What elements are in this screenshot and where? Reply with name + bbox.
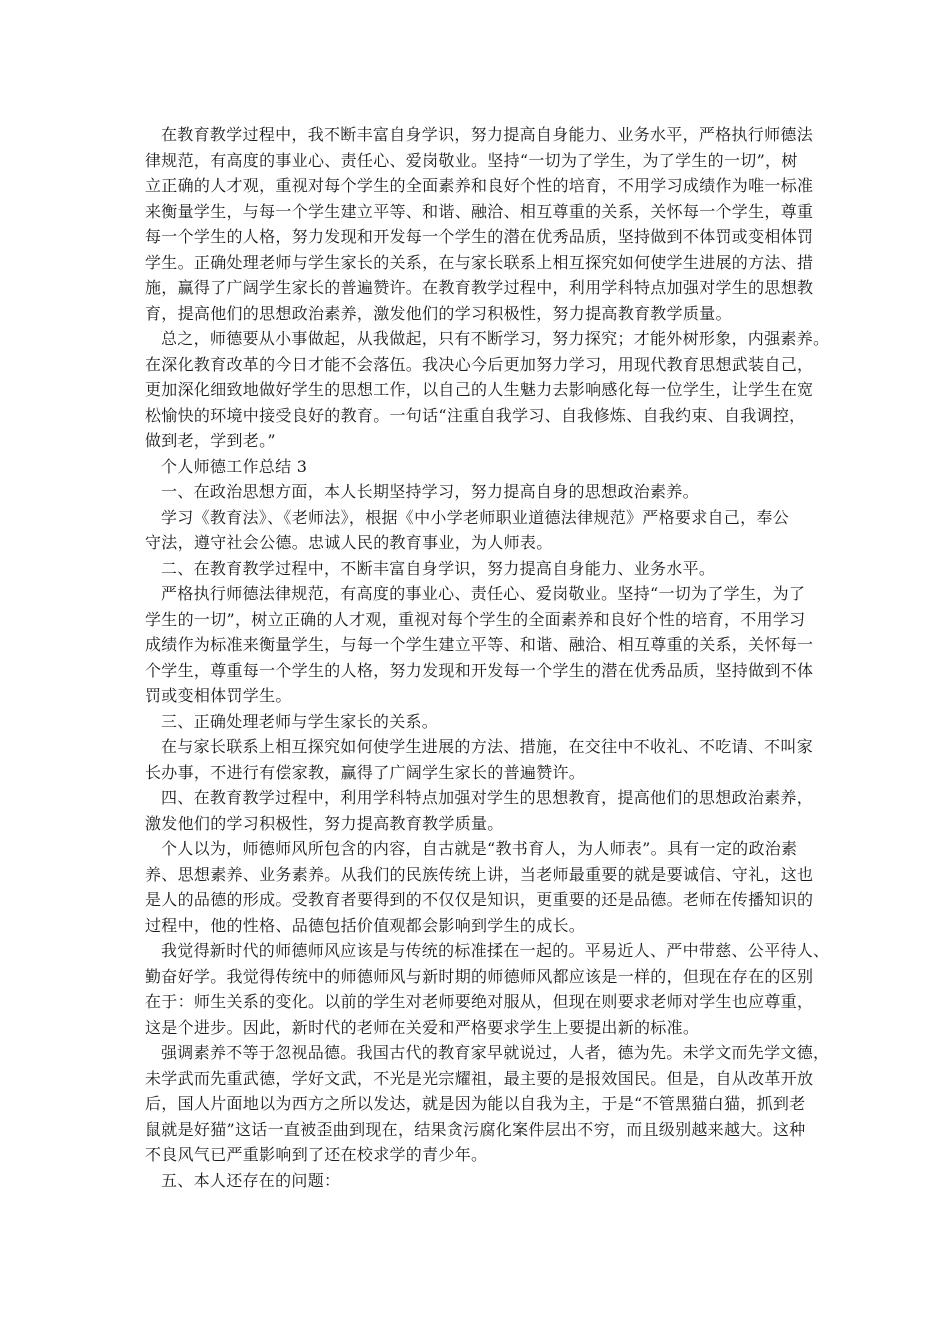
text-line: 学生的一切”，树立正确的人才观，重视对每个学生的全面素养和良好个性的培育，不用学习 xyxy=(145,609,806,629)
text-line: 做到老，学到老。” xyxy=(145,431,276,450)
text-line: 在与家长联系上相互探究如何使学生进展的方法、措施，在交往中不收礼、不吃请、不叫家 xyxy=(161,737,814,756)
text-line: 四、在教育教学过程中，利用学科特点加强对学生的思想教育，提高他们的思想政治素养， xyxy=(161,788,814,807)
text-line: 过程中，他的性格、品德包括价值观都会影响到学生的成长。 xyxy=(145,915,586,935)
text-line: 律规范，有高度的事业心、责任心、爱岗敬业。坚持“一切为了学生，为了学生的一切”，树 xyxy=(145,150,798,170)
text-line: 在深化教育改革的今日才能不会落伍。我决心今后更加努力学习，用现代教育思想武装自己， xyxy=(145,354,814,374)
text-line: 个人师德工作总结 3 xyxy=(161,456,308,476)
text-line: 在教育教学过程中，我不断丰富自身学识，努力提高自身能力、业务水平，严格执行师德法 xyxy=(161,125,814,144)
text-line: 勤奋好学。我觉得传统中的师德师风与新时期的师德师风都应该是一样的，但现在存在的区别 xyxy=(145,966,814,986)
text-line: 个学生，尊重每一个学生的人格，努力发现和开发每一个学生的潜在优秀品质，坚持做到不体 xyxy=(145,660,814,680)
text-line: 严格执行师德法律规范，有高度的事业心、责任心、爱岗敬业。坚持“一切为了学生，为了 xyxy=(161,584,806,603)
text-line: 养、思想素养、业务素养。从我们的民族传统上讲，当老师最重要的就是要诚信、守礼，这也 xyxy=(145,864,814,884)
text-line: 来衡量学生，与每一个学生建立平等、和谐、融洽、相互尊重的关系，关怀每一个学生，尊重 xyxy=(145,201,814,221)
text-line: 这是个进步。因此，新时代的老师在关爱和严格要求学生上要提出新的标准。 xyxy=(145,1017,700,1037)
text-line: 成绩作为标准来衡量学生，与每一个学生建立平等、和谐、融洽、相互尊重的关系，关怀每一 xyxy=(145,635,814,654)
text-line: 三、正确处理老师与学生家长的关系。 xyxy=(161,711,439,731)
text-line: 每一个学生的人格，努力发现和开发每一个学生的潜在优秀品质，坚持做到不体罚或变相体罚 xyxy=(145,227,814,246)
text-line: 学习《教育法》、《老师法》，根据《中小学老师职业道德法律规范》严格要求自己，奉公 xyxy=(161,507,790,527)
text-line: 育，提高他们的思想政治素养，激发他们的学习积极性，努力提高教育教学质量。 xyxy=(145,303,732,323)
text-line: 二、在教育教学过程中，不断丰富自身学识，努力提高自身能力、业务水平。 xyxy=(161,558,716,578)
text-line: 更加深化细致地做好学生的思想工作，以自己的人生魅力去影响感化每一位学生，让学生在宽 xyxy=(145,380,814,399)
document-body xyxy=(145,122,830,1193)
text-line: 五、本人还存在的问题： xyxy=(161,1170,341,1190)
text-line: 罚或变相体罚学生。 xyxy=(145,686,292,705)
text-line: 强调素养不等于忽视品德。我国古代的教育家早就说过，人者，德为先。未学文而先学文德， xyxy=(161,1043,830,1062)
text-line: 长办事，不进行有偿家教，赢得了广阔学生家长的普遍赞许。 xyxy=(145,762,586,782)
text-line: 松愉快的环境中接受良好的教育。一句话“注重自我学习、自我修炼、自我约束、自我调控， xyxy=(145,405,806,425)
text-line: 是人的品德的形成。受教育者要得到的不仅仅是知识，更重要的还是品德。老师在传播知识的 xyxy=(145,890,814,909)
text-line: 我觉得新时代的师德师风应该是与传统的标准揉在一起的。平易近人、严中带慈、公平待人、 xyxy=(161,941,830,960)
text-line: 不良风气已严重影响到了还在校求学的青少年。 xyxy=(145,1145,488,1164)
text-line: 守法，遵守社会公德。忠诚人民的教育事业，为人师表。 xyxy=(145,533,553,552)
text-line: 总之，师德要从小事做起，从我做起，只有不断学习，努力探究；才能外树形象，内强素养。 xyxy=(161,329,830,348)
text-line: 在于：师生关系的变化。以前的学生对老师要绝对服从，但现在则要求老师对学生也应尊重， xyxy=(145,992,814,1011)
text-line: 学生。正确处理老师与学生家长的关系，在与家长联系上相互探究如何使学生进展的方法、措 xyxy=(145,252,814,272)
text-line: 未学武而先重武德，学好文武，不光是光宗耀祖，最主要的是报效国民。但是，自从改革开放 xyxy=(145,1068,814,1088)
text-line: 鼠就是好猫”这话一直被歪曲到现在，结果贪污腐化案件层出不穷，而且级别越来越大。这种 xyxy=(145,1119,806,1139)
text-line: 激发他们的学习积极性，努力提高教育教学质量。 xyxy=(145,813,504,833)
text-line: 施，赢得了广阔学生家长的普遍赞许。在教育教学过程中，利用学科特点加强对学生的思想教 xyxy=(145,278,814,297)
text-line: 一、在政治思想方面，本人长期坚持学习，努力提高自身的思想政治素养。 xyxy=(161,482,699,501)
text-line: 立正确的人才观，重视对每个学生的全面素养和良好个性的培育，不用学习成绩作为唯一标准 xyxy=(145,176,814,195)
text-line: 后，国人片面地以为西方之所以发达，就是因为能以自我为主，于是“不管黑猫白猫，抓到老 xyxy=(145,1094,806,1113)
text-line: 个人以为，师德师风所包含的内容，自古就是“教书育人，为人师表”。具有一定的政治素 xyxy=(161,839,798,858)
